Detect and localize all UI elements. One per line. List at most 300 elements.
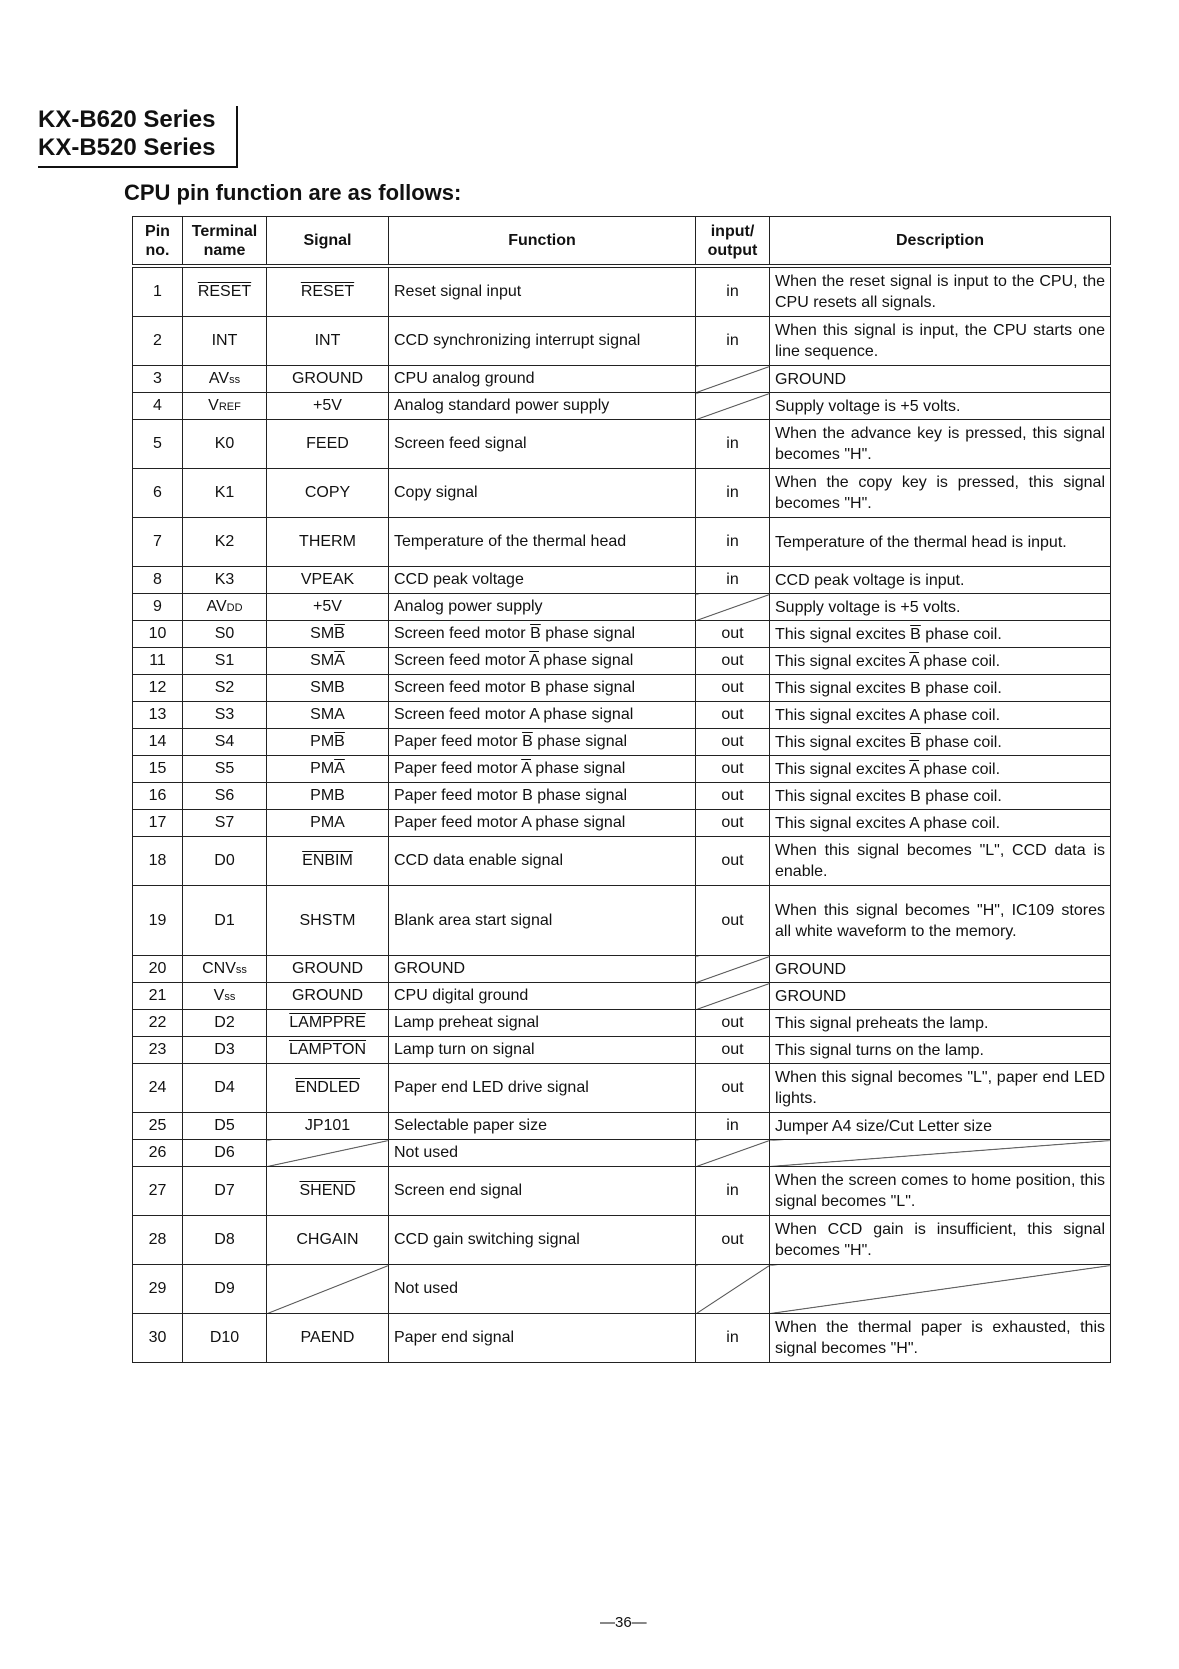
terminal-name-cell-text: D1 xyxy=(214,911,235,929)
terminal-subscript: ss xyxy=(224,991,236,1003)
table-row xyxy=(133,1314,1111,1363)
description-cell xyxy=(770,266,1111,317)
pin-no-cell xyxy=(133,983,183,1010)
function-cell-text: Paper end LED drive signal xyxy=(394,1079,589,1096)
pin-no-cell xyxy=(133,393,183,420)
io-cell xyxy=(696,420,770,469)
description-cell xyxy=(770,1216,1111,1265)
pin-no-cell-text: 23 xyxy=(148,1041,167,1058)
page-number: —36— xyxy=(600,1614,647,1631)
header-terminal: Terminal name xyxy=(183,217,267,267)
table-row xyxy=(133,469,1111,518)
io-cell-text: out xyxy=(721,911,744,929)
table-row xyxy=(133,1113,1111,1140)
table-row xyxy=(133,675,1111,702)
io-cell-text: out xyxy=(721,733,744,750)
description-cell-text: This signal excites $\overline{B}$ phase coil. xyxy=(775,625,1002,643)
function-cell xyxy=(389,420,696,469)
terminal-name-cell-text: D5 xyxy=(214,1117,235,1134)
signal-cell-text: ENBIM xyxy=(302,852,353,869)
io-cell xyxy=(696,1113,770,1140)
pin-no-cell xyxy=(133,1167,183,1216)
io-cell xyxy=(696,1167,770,1216)
table-row xyxy=(133,886,1111,956)
function-cell xyxy=(389,886,696,956)
terminal-name-cell xyxy=(183,1064,267,1113)
terminal-name-cell-text: RESET xyxy=(197,283,252,300)
function-cell xyxy=(389,837,696,886)
io-cell xyxy=(696,810,770,837)
table-row xyxy=(133,317,1111,366)
pin-no-cell xyxy=(133,317,183,366)
io-cell-text: out xyxy=(721,625,744,642)
io-cell xyxy=(696,675,770,702)
signal-cell xyxy=(267,729,389,756)
signal-cell-text: SHSTM xyxy=(299,911,356,929)
function-cell xyxy=(389,675,696,702)
function-cell-text: Screen feed motor $\overline{A}$ phase signal xyxy=(394,652,634,669)
terminal-name-cell xyxy=(183,837,267,886)
pin-no-cell-text: 15 xyxy=(148,760,167,777)
table-row xyxy=(133,567,1111,594)
table-row xyxy=(133,702,1111,729)
terminal-name-cell-text: AV xyxy=(206,598,227,615)
table-row xyxy=(133,1064,1111,1113)
description-cell xyxy=(770,810,1111,837)
description-cell xyxy=(770,1265,1111,1314)
terminal-name-cell-text: D3 xyxy=(214,1041,235,1058)
signal-cell-text: GROUND xyxy=(291,370,364,387)
terminal-name-cell-text: D2 xyxy=(214,1014,235,1031)
function-cell-text: CCD synchronizing interrupt signal xyxy=(394,332,641,349)
header-description: Description xyxy=(770,217,1111,267)
function-cell-text: Screen feed motor A phase signal xyxy=(394,706,634,723)
description-cell-text: This signal excites B phase coil. xyxy=(775,679,1002,697)
io-cell-text: in xyxy=(726,484,739,501)
description-cell-text: When this signal becomes "H", IC109 stores all white waveform to the memory. xyxy=(775,901,1105,940)
description-cell xyxy=(770,702,1111,729)
terminal-name-cell-text: V xyxy=(213,987,225,1004)
terminal-name-cell xyxy=(183,1216,267,1265)
function-cell-text: CPU digital ground xyxy=(394,987,529,1004)
io-cell xyxy=(696,983,770,1010)
description-cell-text: GROUND xyxy=(775,370,847,388)
function-cell-text: Not used xyxy=(394,1280,459,1297)
pin-no-cell xyxy=(133,420,183,469)
signal-cell-text: PMB xyxy=(310,787,345,804)
description-cell xyxy=(770,1113,1111,1140)
description-cell xyxy=(770,956,1111,983)
signal-cell xyxy=(267,1167,389,1216)
description-cell-text: Temperature of the thermal head is input. xyxy=(775,533,1067,551)
signal-cell xyxy=(267,1314,389,1363)
description-cell-text: When this signal becomes "L", paper end LED lights. xyxy=(775,1069,1105,1107)
description-cell xyxy=(770,756,1111,783)
io-cell xyxy=(696,317,770,366)
function-cell xyxy=(389,594,696,621)
function-cell-text: GROUND xyxy=(394,960,466,977)
header-io: input/ output xyxy=(696,217,770,267)
terminal-name-cell xyxy=(183,266,267,317)
description-cell-text: When the thermal paper is exhausted, this signal becomes "H". xyxy=(775,1319,1105,1357)
terminal-name-cell-text: S4 xyxy=(214,733,235,750)
function-cell xyxy=(389,469,696,518)
signal-cell xyxy=(267,648,389,675)
io-cell-text: out xyxy=(721,787,744,804)
terminal-name-cell xyxy=(183,729,267,756)
function-cell-text: Paper feed motor $\overline{B}$ phase signal xyxy=(394,733,628,750)
terminal-name-cell-text: V xyxy=(208,397,219,414)
function-cell xyxy=(389,1140,696,1167)
table-body xyxy=(133,266,1111,1363)
pin-no-cell xyxy=(133,1064,183,1113)
terminal-name-cell xyxy=(183,983,267,1010)
description-cell-text: GROUND xyxy=(775,987,847,1005)
io-cell-text: out xyxy=(721,1041,744,1058)
signal-cell xyxy=(267,783,389,810)
io-cell-text: in xyxy=(726,1117,739,1134)
function-cell-text: Blank area start signal xyxy=(394,911,553,929)
pin-no-cell-text: 4 xyxy=(153,397,162,414)
description-cell-text: GROUND xyxy=(775,960,847,978)
table-row xyxy=(133,621,1111,648)
function-cell-text: Analog standard power supply xyxy=(394,397,610,414)
description-cell xyxy=(770,837,1111,886)
pin-no-cell xyxy=(133,1010,183,1037)
pin-no-cell-text: 9 xyxy=(153,598,162,615)
pin-no-cell xyxy=(133,783,183,810)
io-cell-text: in xyxy=(726,1329,739,1346)
pin-no-cell-text: 29 xyxy=(148,1280,167,1297)
function-cell-text: Analog power supply xyxy=(394,598,543,615)
io-cell xyxy=(696,1314,770,1363)
pin-no-cell xyxy=(133,702,183,729)
signal-cell-text: $SM\overline{A}$ xyxy=(310,652,345,669)
function-cell-text: Screen end signal xyxy=(394,1182,523,1199)
pin-no-cell xyxy=(133,729,183,756)
pin-no-cell-text: 28 xyxy=(148,1231,167,1248)
terminal-name-cell xyxy=(183,420,267,469)
pin-no-cell xyxy=(133,621,183,648)
io-cell xyxy=(696,756,770,783)
io-cell xyxy=(696,956,770,983)
pin-no-cell xyxy=(133,837,183,886)
function-cell-text: CCD gain switching signal xyxy=(394,1231,580,1248)
io-cell xyxy=(696,1265,770,1314)
pin-no-cell-text: 20 xyxy=(148,960,167,977)
signal-cell xyxy=(267,756,389,783)
io-cell-text: out xyxy=(721,760,744,777)
signal-cell-text: COPY xyxy=(304,484,351,501)
description-cell-text: This signal excites A phase coil. xyxy=(775,814,1001,832)
io-cell xyxy=(696,837,770,886)
pin-no-cell-text: 11 xyxy=(149,652,166,669)
terminal-name-cell-text: INT xyxy=(211,332,238,349)
pin-no-cell-text: 8 xyxy=(153,571,162,588)
terminal-name-cell-text: S3 xyxy=(214,706,235,723)
signal-cell xyxy=(267,1037,389,1064)
page-heading: CPU pin function are as follows: xyxy=(124,180,462,205)
function-cell-text: Screen feed signal xyxy=(394,435,527,452)
pin-no-cell-text: 7 xyxy=(153,533,162,550)
signal-cell-text: $SM\overline{B}$ xyxy=(310,625,345,642)
cpu-pin-table xyxy=(132,216,1111,1363)
header-pin: Pin no. xyxy=(133,217,183,267)
description-cell xyxy=(770,1064,1111,1113)
description-cell xyxy=(770,729,1111,756)
terminal-subscript: DD xyxy=(226,602,243,614)
description-cell xyxy=(770,1167,1111,1216)
pin-no-cell xyxy=(133,1216,183,1265)
signal-cell xyxy=(267,366,389,393)
io-cell xyxy=(696,393,770,420)
function-cell xyxy=(389,266,696,317)
signal-cell-text: +5V xyxy=(313,397,342,414)
table-row xyxy=(133,983,1111,1010)
signal-cell-text: +5V xyxy=(313,598,342,615)
function-cell xyxy=(389,756,696,783)
terminal-name-cell-text: S0 xyxy=(214,625,235,642)
description-cell xyxy=(770,886,1111,956)
terminal-name-cell-text: S2 xyxy=(214,679,235,696)
terminal-name-cell xyxy=(183,1314,267,1363)
io-cell-text: out xyxy=(721,679,744,696)
io-cell xyxy=(696,1037,770,1064)
function-cell-text: Paper end signal xyxy=(394,1329,515,1346)
pin-no-cell xyxy=(133,266,183,317)
io-cell xyxy=(696,1216,770,1265)
terminal-name-cell xyxy=(183,1037,267,1064)
signal-cell-text: GROUND xyxy=(291,960,364,977)
io-cell-text: out xyxy=(721,1014,744,1031)
io-cell-text: in xyxy=(726,571,739,588)
table-row xyxy=(133,837,1111,886)
signal-cell xyxy=(267,1064,389,1113)
io-cell-text: out xyxy=(721,814,744,831)
signal-cell xyxy=(267,317,389,366)
pin-no-cell-text: 19 xyxy=(148,911,167,929)
signal-cell-text: LAMPTON xyxy=(288,1041,367,1058)
signal-cell-text: $PM\overline{B}$ xyxy=(310,733,345,750)
table-row xyxy=(133,366,1111,393)
terminal-name-cell-text: D0 xyxy=(214,852,235,869)
terminal-name-cell xyxy=(183,1113,267,1140)
io-cell-text: in xyxy=(726,435,739,452)
function-cell-text: Paper feed motor A phase signal xyxy=(394,814,626,831)
description-cell-text: This signal turns on the lamp. xyxy=(775,1041,984,1059)
terminal-name-cell xyxy=(183,621,267,648)
signal-cell xyxy=(267,567,389,594)
description-cell-text: This signal excites A phase coil. xyxy=(775,706,1001,724)
io-cell-text: in xyxy=(726,533,739,550)
signal-cell-text: ENDLED xyxy=(295,1079,360,1096)
signal-cell xyxy=(267,1010,389,1037)
signal-cell-text: FEED xyxy=(306,435,349,452)
table-row xyxy=(133,956,1111,983)
table-row xyxy=(133,810,1111,837)
signal-cell xyxy=(267,1216,389,1265)
description-cell-text: When the reset signal is input to the CPU, the CPU resets all signals. xyxy=(775,273,1105,311)
terminal-name-cell-text: K0 xyxy=(214,435,235,452)
pin-no-cell xyxy=(133,469,183,518)
function-cell xyxy=(389,702,696,729)
io-cell xyxy=(696,1010,770,1037)
signal-cell xyxy=(267,1265,389,1314)
pin-no-cell-text: 3 xyxy=(153,370,162,387)
function-cell xyxy=(389,518,696,567)
description-cell xyxy=(770,366,1111,393)
function-cell xyxy=(389,317,696,366)
signal-cell xyxy=(267,1113,389,1140)
description-cell-text: When the screen comes to home position, this signal becomes "L". xyxy=(775,1172,1105,1210)
description-cell-text: Supply voltage is +5 volts. xyxy=(775,598,961,616)
function-cell-text: Temperature of the thermal head xyxy=(394,533,627,550)
pin-no-cell xyxy=(133,1037,183,1064)
io-cell-text: out xyxy=(721,1079,744,1096)
terminal-name-cell xyxy=(183,567,267,594)
series-title-block xyxy=(38,106,238,168)
function-cell-text: Lamp preheat signal xyxy=(394,1014,539,1031)
signal-cell-text: SMA xyxy=(310,706,345,723)
terminal-name-cell-text: S6 xyxy=(214,787,235,804)
signal-cell xyxy=(267,594,389,621)
function-cell-text: Copy signal xyxy=(394,484,478,501)
header-signal: Signal xyxy=(267,217,389,267)
terminal-name-cell-text: S7 xyxy=(214,814,235,831)
terminal-name-cell-text: D6 xyxy=(214,1144,235,1161)
function-cell xyxy=(389,1037,696,1064)
io-cell xyxy=(696,729,770,756)
table-row xyxy=(133,648,1111,675)
function-cell-text: CCD data enable signal xyxy=(394,852,563,869)
terminal-name-cell xyxy=(183,648,267,675)
io-cell-text: out xyxy=(721,652,744,669)
description-cell xyxy=(770,1010,1111,1037)
pin-no-cell-text: 27 xyxy=(148,1182,167,1199)
signal-cell xyxy=(267,983,389,1010)
terminal-name-cell xyxy=(183,393,267,420)
terminal-name-cell xyxy=(183,1140,267,1167)
pin-no-cell-text: 1 xyxy=(153,283,162,300)
terminal-name-cell xyxy=(183,594,267,621)
io-cell-text: out xyxy=(721,1231,744,1248)
pin-no-cell xyxy=(133,675,183,702)
description-cell xyxy=(770,783,1111,810)
table-row xyxy=(133,594,1111,621)
function-cell xyxy=(389,648,696,675)
description-cell-text: This signal excites $\overline{A}$ phase coil. xyxy=(775,760,1001,778)
signal-cell xyxy=(267,702,389,729)
terminal-name-cell xyxy=(183,1265,267,1314)
terminal-name-cell xyxy=(183,1010,267,1037)
pin-no-cell xyxy=(133,810,183,837)
terminal-name-cell xyxy=(183,366,267,393)
function-cell xyxy=(389,810,696,837)
table-row xyxy=(133,783,1111,810)
terminal-name-cell xyxy=(183,886,267,956)
io-cell xyxy=(696,702,770,729)
table-row xyxy=(133,1010,1111,1037)
signal-cell-text: SHEND xyxy=(299,1182,356,1199)
header-function: Function xyxy=(389,217,696,267)
description-cell xyxy=(770,420,1111,469)
signal-cell-text: THERM xyxy=(299,533,356,550)
table-row xyxy=(133,420,1111,469)
signal-cell-text: CHGAIN xyxy=(296,1231,359,1248)
signal-cell xyxy=(267,810,389,837)
io-cell xyxy=(696,1064,770,1113)
description-cell xyxy=(770,1314,1111,1363)
signal-cell-text: PMA xyxy=(310,814,345,831)
function-cell-text: Screen feed motor $\overline{B}$ phase signal xyxy=(394,625,636,642)
terminal-subscript: ss xyxy=(235,964,247,976)
description-cell xyxy=(770,983,1111,1010)
description-cell-text: This signal excites $\overline{A}$ phase coil. xyxy=(775,652,1001,670)
terminal-name-cell-text: D10 xyxy=(209,1329,240,1346)
pin-no-cell xyxy=(133,648,183,675)
io-cell xyxy=(696,594,770,621)
pin-no-cell-text: 25 xyxy=(148,1117,167,1134)
pin-no-cell-text: 24 xyxy=(148,1079,167,1096)
terminal-name-cell-text: S5 xyxy=(214,760,235,777)
signal-cell xyxy=(267,886,389,956)
pin-no-cell-text: 10 xyxy=(148,625,167,642)
function-cell-text: Selectable paper size xyxy=(394,1117,547,1134)
terminal-subscript: REF xyxy=(218,401,241,413)
description-cell xyxy=(770,317,1111,366)
io-cell xyxy=(696,886,770,956)
function-cell-text: CPU analog ground xyxy=(394,370,535,387)
terminal-name-cell xyxy=(183,783,267,810)
description-cell xyxy=(770,621,1111,648)
table-row xyxy=(133,729,1111,756)
description-cell-text: When the copy key is pressed, this signal becomes "H". xyxy=(775,474,1105,512)
pin-no-cell xyxy=(133,1265,183,1314)
terminal-name-cell xyxy=(183,518,267,567)
pin-no-cell-text: 26 xyxy=(148,1144,167,1161)
table-row xyxy=(133,393,1111,420)
io-cell xyxy=(696,1140,770,1167)
pin-no-cell-text: 6 xyxy=(153,484,162,501)
function-cell-text: Paper feed motor $\overline{A}$ phase signal xyxy=(394,760,626,777)
pin-no-cell xyxy=(133,567,183,594)
signal-cell xyxy=(267,837,389,886)
description-cell-text: When CCD gain is insufficient, this signal becomes "H". xyxy=(775,1221,1105,1259)
series-title-1: KX-B620 Series xyxy=(38,106,216,133)
signal-cell xyxy=(267,675,389,702)
description-cell xyxy=(770,393,1111,420)
function-cell xyxy=(389,1314,696,1363)
table-row xyxy=(133,1216,1111,1265)
function-cell xyxy=(389,729,696,756)
function-cell xyxy=(389,1010,696,1037)
pin-no-cell xyxy=(133,886,183,956)
description-cell xyxy=(770,594,1111,621)
description-cell-text: This signal preheats the lamp. xyxy=(775,1014,989,1032)
signal-cell xyxy=(267,393,389,420)
signal-cell xyxy=(267,621,389,648)
io-cell-text: in xyxy=(726,283,739,300)
function-cell xyxy=(389,783,696,810)
io-cell xyxy=(696,621,770,648)
description-cell xyxy=(770,1140,1111,1167)
terminal-name-cell xyxy=(183,956,267,983)
terminal-name-cell xyxy=(183,756,267,783)
pin-no-cell xyxy=(133,756,183,783)
signal-cell-text: $PM\overline{A}$ xyxy=(310,760,345,777)
description-cell-text: When the advance key is pressed, this signal becomes "H". xyxy=(775,425,1105,463)
function-cell xyxy=(389,956,696,983)
